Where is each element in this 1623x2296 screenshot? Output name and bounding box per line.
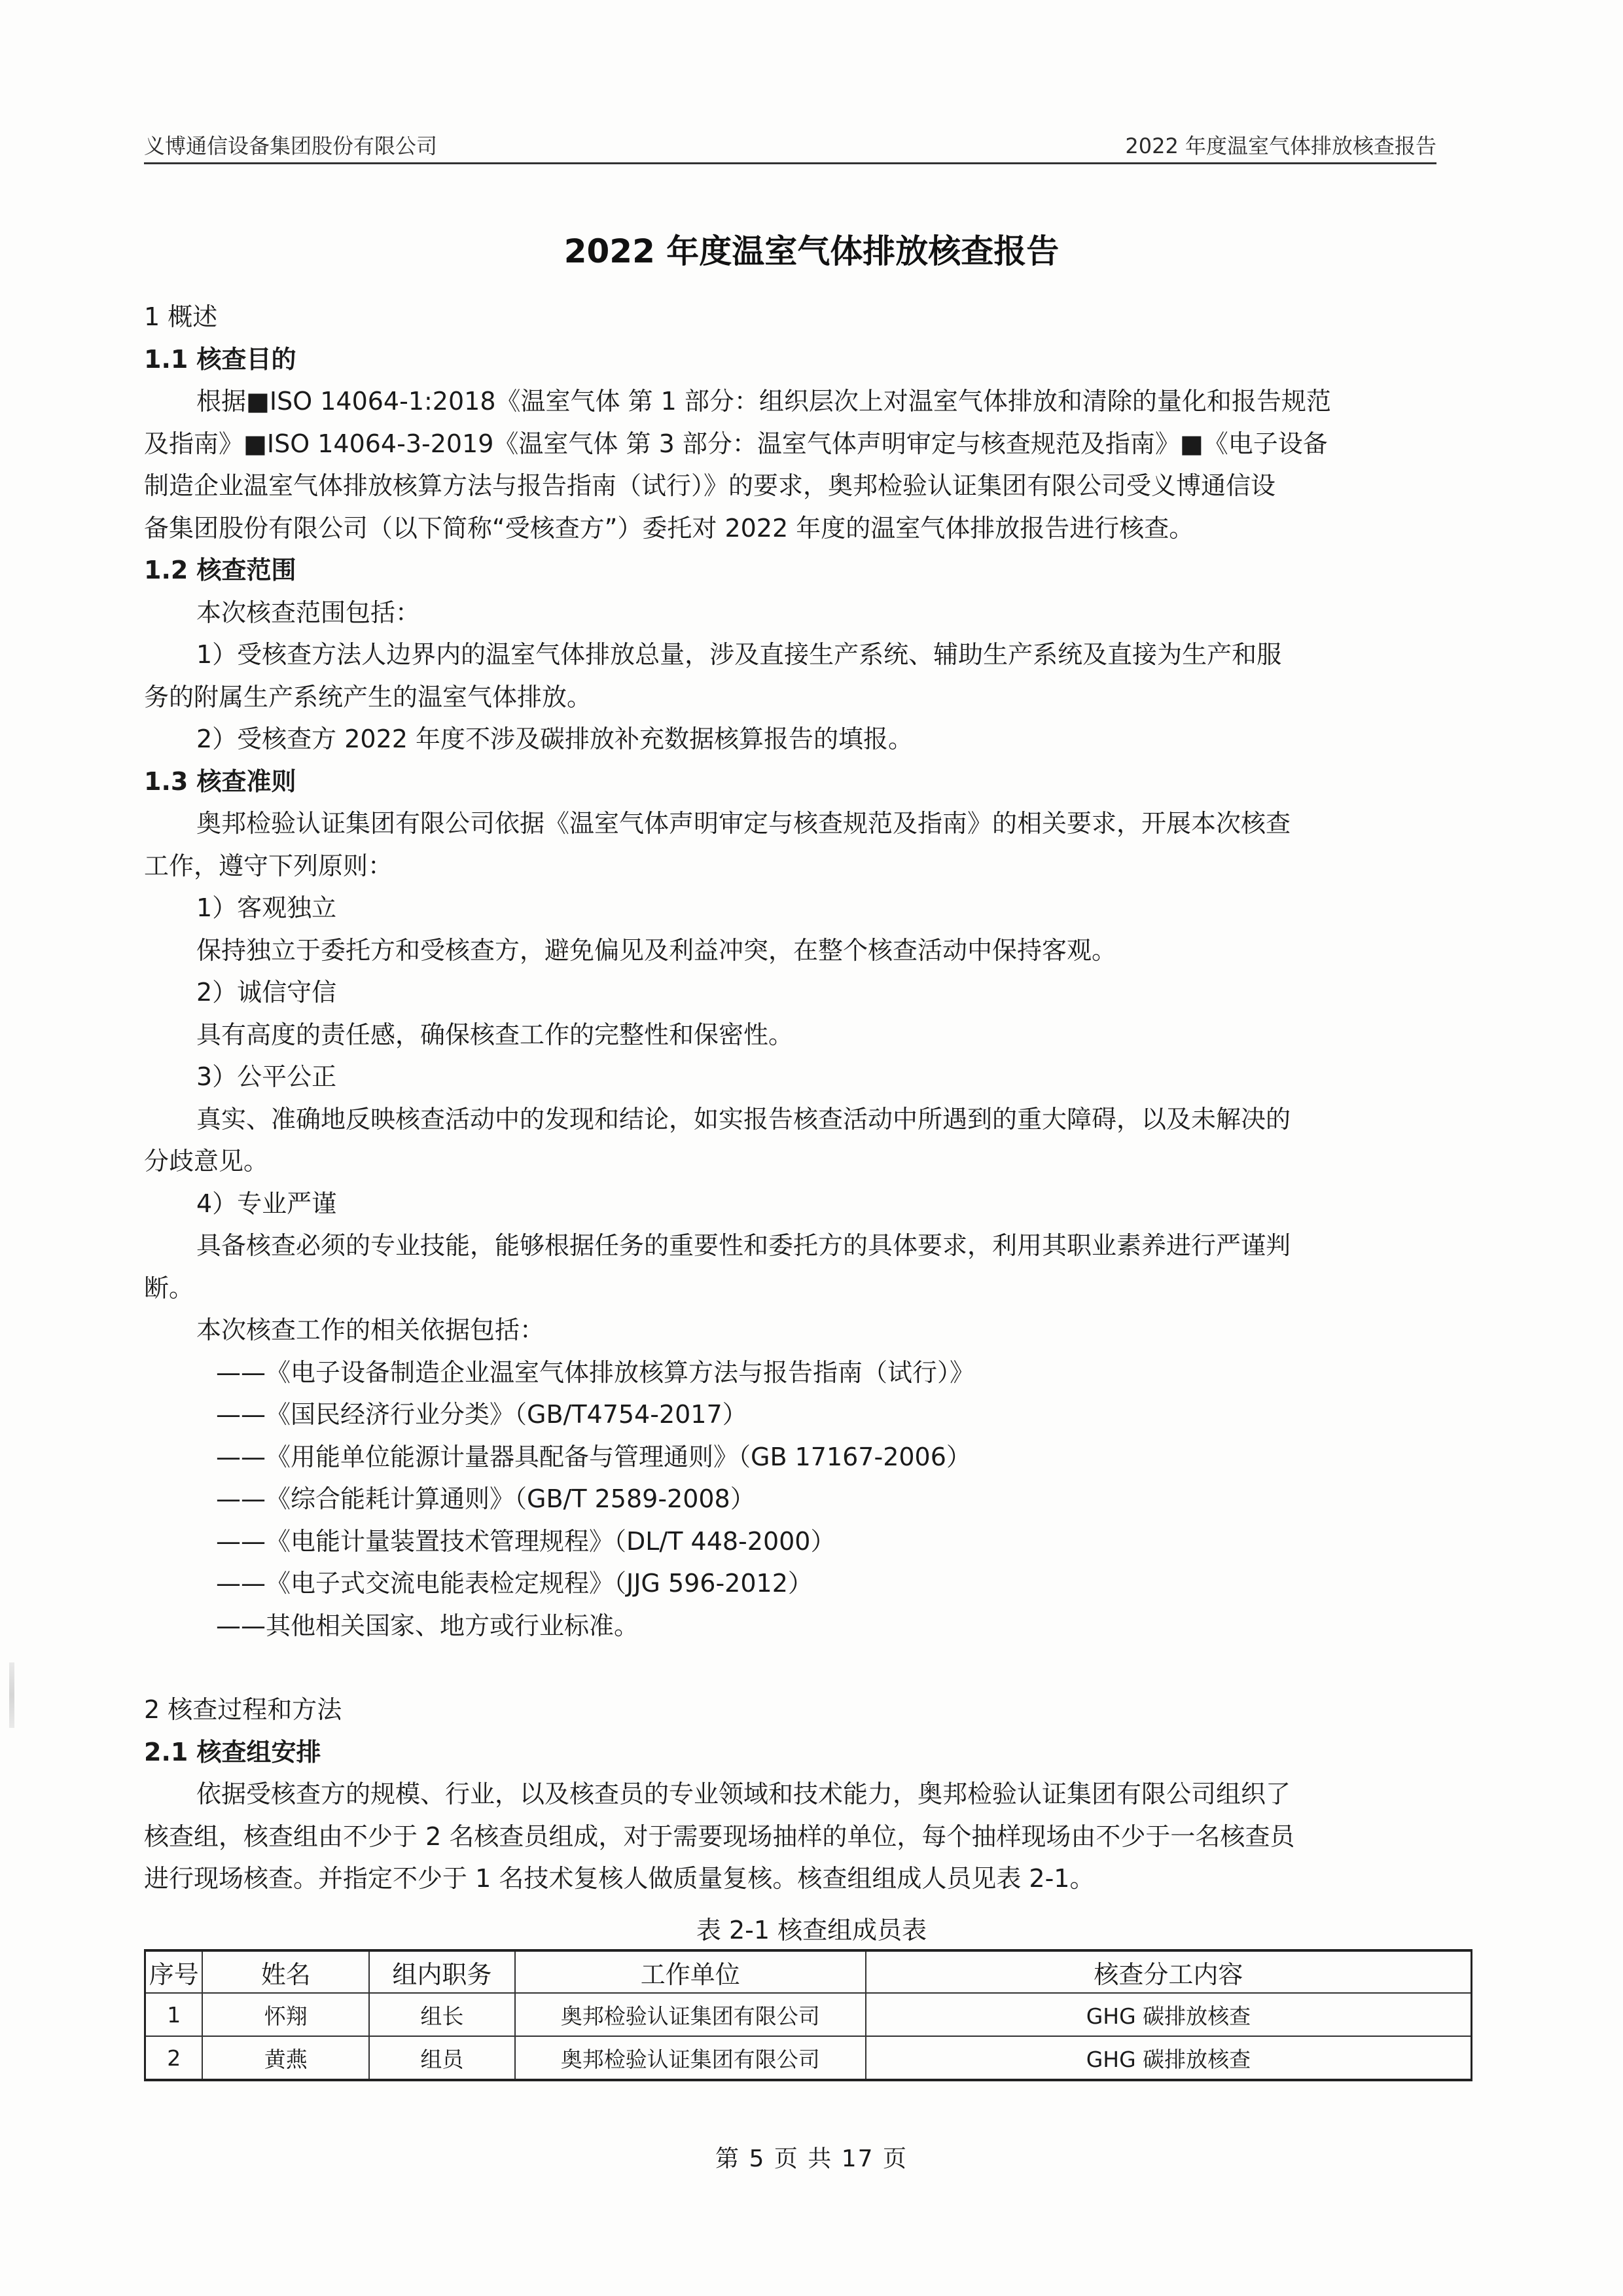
header-company: 义博通信设备集团股份有限公司 <box>144 134 438 158</box>
column-header-employer: 工作单位 <box>515 1950 866 1993</box>
reference-item: ——《电子式交流电能表检定规程》（JJG 596-2012） <box>216 1569 813 1598</box>
paragraph-line: 制造企业温室气体排放核算方法与报告指南（试行）》的要求，奥邦检验认证集团有限公司受义博通信设 <box>144 471 1276 500</box>
paragraph-line: 务的附属生产系统产生的温室气体排放。 <box>144 682 592 711</box>
subsection-heading: 1.1 核查目的 <box>144 344 296 374</box>
table-row <box>145 2036 1472 2080</box>
table-row <box>145 1993 1472 2036</box>
paragraph-line: 依据受核查方的规模、行业，以及核查员的专业领域和技术能力，奥邦检验认证集团有限公司组织了 <box>196 1780 1291 1808</box>
paragraph-line: 工作，遵守下列原则： <box>144 851 393 880</box>
paragraph-line: 核查组，核查组由不少于 2 名核查员组成，对于需要现场抽样的单位，每个抽样现场由不少于一名核查员 <box>144 1821 1295 1851</box>
cell-index: 1 <box>145 1993 203 2036</box>
paragraph-line: 分歧意见。 <box>144 1147 269 1175</box>
column-header-duties: 核查分工内容 <box>866 1950 1472 1993</box>
cell-employer: 奥邦检验认证集团有限公司 <box>515 2036 866 2080</box>
section-heading: 1 概述 <box>144 302 218 331</box>
cell-name: 黄燕 <box>202 2036 369 2080</box>
reference-item: ——《用能单位能源计量器具配备与管理通则》（GB 17167-2006） <box>216 1442 971 1471</box>
subsection-heading: 2.1 核查组安排 <box>144 1737 321 1767</box>
reference-item: ——《综合能耗计算通则》（GB/T 2589-2008） <box>216 1484 755 1513</box>
spacer <box>144 1647 1440 1689</box>
paragraph-line: 进行现场核查。并指定不少于 1 名技术复核人做质量复核。核查组组成人员见表 2-1。 <box>144 1864 1095 1893</box>
team-members-table <box>144 1949 1472 2081</box>
running-header <box>144 130 1436 164</box>
header-report-title: 2022 年度温室气体排放核查报告 <box>1125 134 1436 158</box>
body-text <box>144 296 1440 1900</box>
paragraph-line: 断。 <box>144 1273 194 1302</box>
cell-index: 2 <box>145 2036 203 2080</box>
subsection-heading: 1.2 核查范围 <box>144 556 296 584</box>
reference-item: ——《电子设备制造企业温室气体排放核算方法与报告指南（试行）》 <box>216 1357 975 1387</box>
paragraph-line: 1）受核查方法人边界内的温室气体排放总量，涉及直接生产系统、辅助生产系统及直接为生产和服 <box>196 640 1282 669</box>
cell-name: 怀翔 <box>202 1993 369 2036</box>
cell-duties: GHG 碳排放核查 <box>866 1993 1472 2036</box>
paragraph-line: 根据■ISO 14064-1:2018《温室气体 第 1 部分：组织层次上对温室气体排放和清除的量化和报告规范 <box>196 387 1331 416</box>
paragraph-line: 奥邦检验认证集团有限公司依据《温室气体声明审定与核查规范及指南》的相关要求，开展本次核查 <box>196 809 1291 838</box>
cell-role: 组长 <box>369 1993 515 2036</box>
paragraph-line: 具备核查必须的专业技能，能够根据任务的重要性和委托方的具体要求，利用其职业素养进行严谨判 <box>196 1231 1291 1260</box>
paragraph-line: 2）受核查方 2022 年度不涉及碳排放补充数据核算报告的填报。 <box>196 725 914 753</box>
column-header-role: 组内职务 <box>369 1950 515 1993</box>
paragraph-line: 及指南》■ISO 14064-3-2019《温室气体 第 3 部分：温室气体声明审定与核查规范及指南》■《电子设备 <box>144 429 1328 458</box>
scan-artifact <box>9 1662 14 1728</box>
principle-heading: 1）客观独立 <box>196 893 337 922</box>
table-caption: 表 2-1 核查组成员表 <box>696 1916 927 1945</box>
table-header-row <box>145 1950 1472 1993</box>
principle-heading: 3）公平公正 <box>196 1062 337 1091</box>
principle-heading: 2）诚信守信 <box>196 978 337 1007</box>
paragraph-line: 真实、准确地反映核查活动中的发现和结论，如实报告核查活动中所遇到的重大障碍，以及未解决的 <box>196 1104 1291 1134</box>
cell-role: 组员 <box>369 2036 515 2080</box>
reference-item: ——其他相关国家、地方或行业标准。 <box>216 1611 639 1640</box>
reference-item: ——《电能计量装置技术管理规程》（DL/T 448-2000） <box>216 1526 836 1556</box>
page-number: 第 5 页 共 17 页 <box>715 2145 908 2172</box>
paragraph-line: 备集团股份有限公司（以下简称“受核查方”）委托对 2022 年度的温室气体排放报告进行核查。 <box>144 513 1194 543</box>
column-header-index: 序号 <box>145 1950 203 1993</box>
column-header-name: 姓名 <box>202 1950 369 1993</box>
paragraph-line: 本次核查范围包括： <box>196 598 421 627</box>
document-title: 2022 年度温室气体排放核查报告 <box>563 232 1060 270</box>
cell-employer: 奥邦检验认证集团有限公司 <box>515 1993 866 2036</box>
section-heading: 2 核查过程和方法 <box>144 1695 342 1724</box>
reference-item: ——《国民经济行业分类》（GB/T4754-2017） <box>216 1400 747 1429</box>
subsection-heading: 1.3 核查准则 <box>144 766 296 796</box>
paragraph-line: 保持独立于委托方和受核查方，避免偏见及利益冲突，在整个核查活动中保持客观。 <box>196 935 1117 965</box>
paragraph-line: 本次核查工作的相关依据包括： <box>196 1316 545 1344</box>
paragraph-line: 具有高度的责任感，确保核查工作的完整性和保密性。 <box>196 1020 794 1049</box>
principle-heading: 4）专业严谨 <box>196 1189 337 1218</box>
cell-duties: GHG 碳排放核查 <box>866 2036 1472 2080</box>
